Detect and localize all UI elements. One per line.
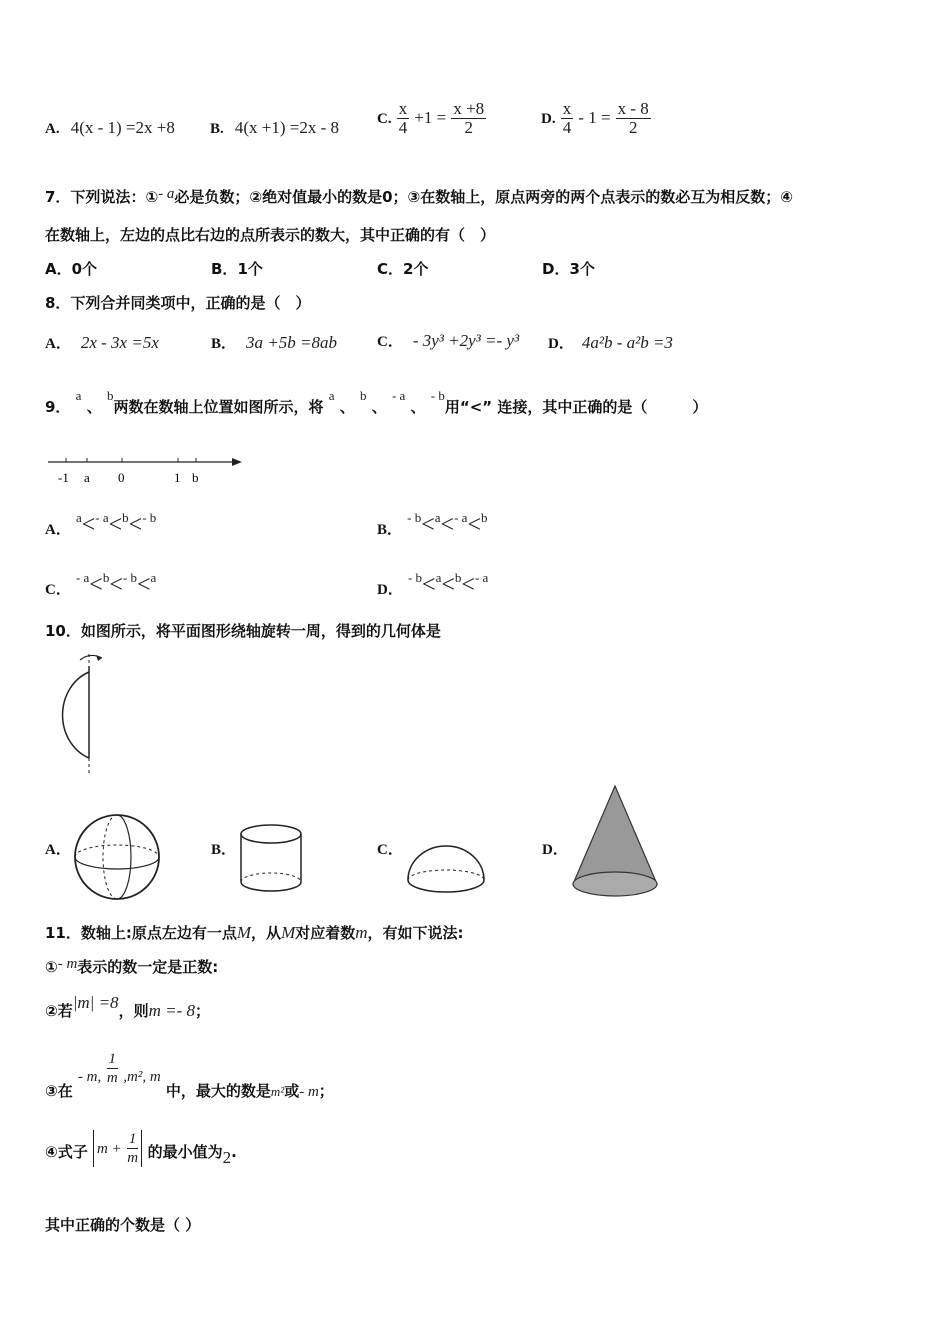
math-symbol: - a <box>158 186 175 202</box>
option-label: C. <box>377 111 392 127</box>
q10-stem: 10．如图所示，将平面图形绕轴旋转一周，得到的几何体是 <box>45 622 441 640</box>
axis-label-one: 1 <box>174 470 181 485</box>
q6-option-a <box>45 118 175 138</box>
expr-part: +1 = <box>414 108 447 127</box>
fraction: $\frac{x}{4}$ <box>398 99 408 137</box>
q11-stem: 11．数轴上:原点左边有一点M，从M对应着数m，有如下说法: <box>45 923 464 942</box>
expr: 4a²b - a²b =3 <box>581 333 673 352</box>
expr-part: - 1 = <box>578 108 611 127</box>
math-var: a <box>75 388 82 403</box>
option-label: B. <box>210 121 224 137</box>
math-var: - a <box>391 388 406 403</box>
q10-label-a: A． <box>45 842 71 858</box>
q7-option-a: A．0个 <box>45 260 98 278</box>
q9-option-c: C． - a<b<- b<a <box>45 570 157 598</box>
axis-label-b: b <box>192 470 199 485</box>
math-var: b <box>359 388 367 403</box>
arrow-icon <box>232 458 242 466</box>
number-line-figure <box>44 452 249 488</box>
q11-statement-4: ④式子 m + $\frac{1}{m}$ 的最小值为2. <box>45 1131 237 1167</box>
fraction: $\frac{x +8}{2}$ <box>453 99 485 137</box>
q6-option-b <box>210 118 339 138</box>
q10-label-b: B． <box>211 842 237 858</box>
q8-option-a: A． 2x - 3x =5x <box>45 333 159 352</box>
fraction: $\frac{x}{4}$ <box>562 99 572 137</box>
math-var: b <box>106 388 114 403</box>
q7-option-c: C．2个 <box>377 260 429 278</box>
option-label: A. <box>45 121 60 137</box>
q9-option-d: D． - b<a<b<- a <box>377 570 489 598</box>
q11-final: 其中正确的个数是（ ） <box>45 1216 201 1234</box>
q10-label-d: D． <box>542 842 568 858</box>
q6-b-expr: 4(x +1) =2x - 8 <box>234 118 340 137</box>
math-var: - b <box>430 388 445 403</box>
q8-option-d: D． 4a²b - a²b =3 <box>548 333 673 352</box>
q8-option-c: C． - 3y³ +2y³ =- y³ <box>377 331 520 350</box>
q8-option-b: B． 3a +5b =8ab <box>211 333 337 352</box>
half-disk-figure <box>40 650 120 775</box>
q9-option-a: A． a<- a<b<- b <box>45 510 157 538</box>
q11-statement-1: ①- m表示的数一定是正数: <box>45 956 219 976</box>
cone-icon <box>568 780 664 902</box>
fraction: $\frac{x - 8}{2}$ <box>617 99 649 137</box>
absolute-value-expr: m + $\frac{1}{m}$ <box>93 1130 142 1167</box>
q7-option-b: B．1个 <box>211 260 263 278</box>
expr: 2x - 3x =5x <box>80 333 159 352</box>
q6-a-expr: 4(x - 1) =2x +8 <box>70 118 175 137</box>
q6-option-d <box>541 100 651 137</box>
hemisphere-icon <box>404 842 488 898</box>
q7-line2: 在数轴上，左边的点比右边的点所表示的数大，其中正确的有（ ） <box>45 226 496 244</box>
expr: 3a +5b =8ab <box>246 333 337 352</box>
axis-label-a: a <box>84 470 90 485</box>
fraction: $\frac{1}{m}$ <box>106 1051 118 1086</box>
cylinder-icon <box>238 820 304 896</box>
axis-label-zero: 0 <box>118 470 125 485</box>
q9-option-b: B． - b<a<- a<b <box>377 510 488 538</box>
axis-label-minus-one: -1 <box>58 470 69 485</box>
q11-statement-3: ③在 - m, $\frac{1}{m}$ ,m², m 中，最大的数是m²或- m； <box>45 1051 334 1100</box>
math-var: a <box>328 388 335 403</box>
q10-label-c: C． <box>377 842 403 858</box>
q8-stem: 8．下列合并同类项中，正确的是（ ） <box>45 294 311 312</box>
sphere-icon <box>72 812 162 902</box>
option-label: D. <box>541 111 556 127</box>
q7-line1: 7．下列说法：①- a必是负数；②绝对值最小的数是0；③在数轴上，原点两旁的两个点表示的数必互为相反数；④ <box>45 186 793 206</box>
expr: - 3y³ +2y³ =- y³ <box>412 331 520 350</box>
q9-stem: 9． a 、 b两数在数轴上位置如图所示，将 a 、 b 、 - a 、 - b用“<” 连接，其中正确的是（ ） <box>45 388 708 416</box>
q6-option-c <box>377 100 486 137</box>
q7-option-d: D．3个 <box>542 260 595 278</box>
q11-statement-2: ②若|m| =8，则m =- 8； <box>45 993 211 1020</box>
